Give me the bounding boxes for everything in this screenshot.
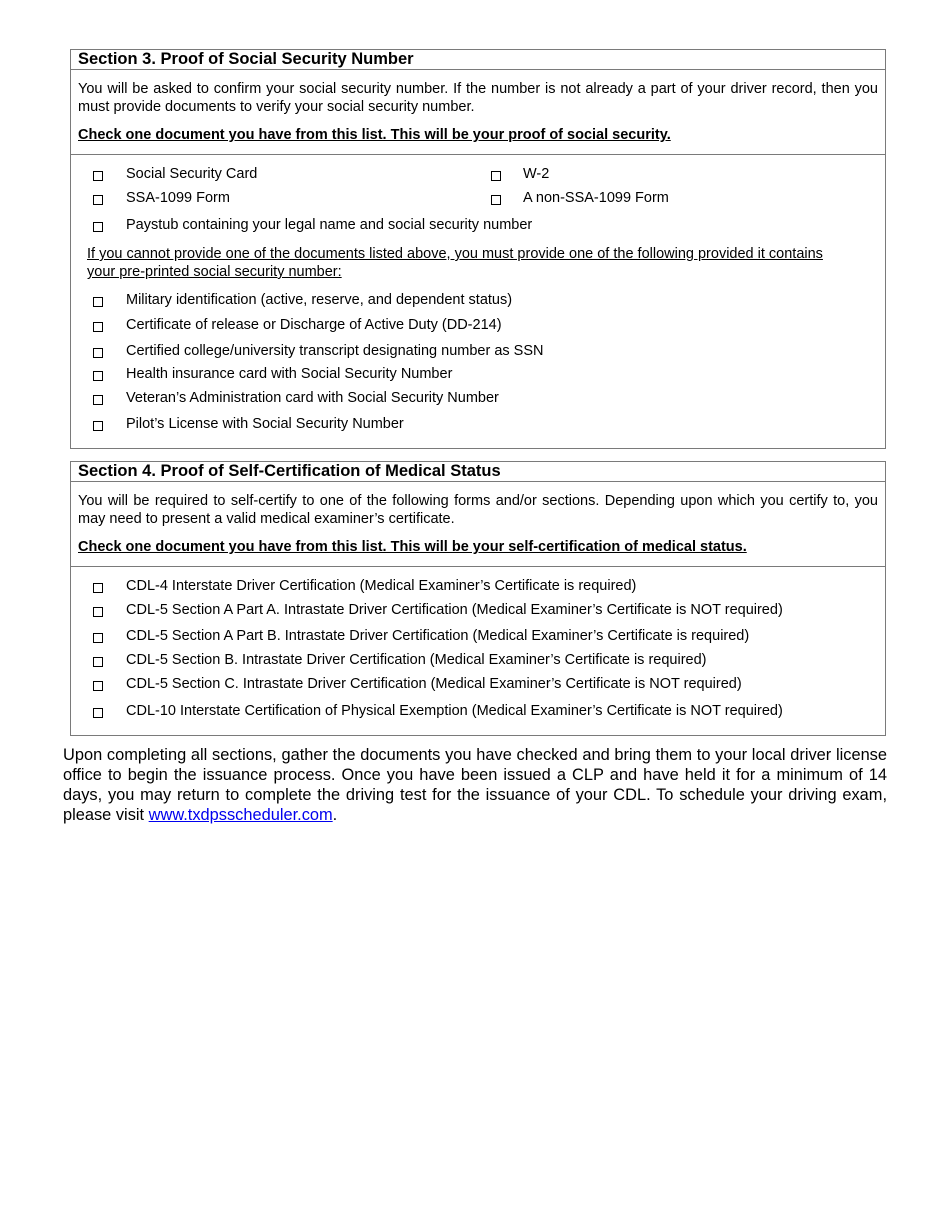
option-pilots-license: Pilot’s License with Social Security Number [126, 416, 404, 432]
option-va-card: Veteran’s Administration card with Social Security Number [126, 390, 499, 406]
option-paystub: Paystub containing your legal name and social security number [126, 217, 533, 233]
option-cdl-10: CDL-10 Interstate Certification of Physical Exemption (Medical Examiner’s Certificate is NOT required) [126, 703, 783, 719]
alternate-documents-note: If you cannot provide one of the documents listed above, you must provide one of the following provided it contains your pre-printed social security number: [87, 246, 823, 280]
checkbox[interactable] [93, 681, 103, 691]
section-4-intro-text: You will be required to self-certify to one of the following forms and/or sections. Depending upon which you certify to, you may need to present a valid medical examiner’s certificate. [78, 493, 878, 527]
checkbox[interactable] [93, 348, 103, 358]
checkbox[interactable] [93, 322, 103, 332]
option-cdl-4: CDL-4 Interstate Driver Certification (Medical Examiner’s Certificate is required) [126, 578, 637, 594]
checkbox[interactable] [93, 583, 103, 593]
section-3-instruction: Check one document you have from this list. This will be your proof of social security. [78, 127, 671, 143]
option-non-ssa-1099: A non-SSA-1099 Form [523, 190, 669, 206]
section-4-title: Section 4. Proof of Self-Certification of Medical Status [71, 462, 885, 482]
section-4 [70, 461, 886, 736]
option-dd214: Certificate of release or Discharge of Active Duty (DD-214) [126, 317, 502, 333]
option-ssa-1099: SSA-1099 Form [126, 190, 230, 206]
checkbox[interactable] [93, 371, 103, 381]
option-health-insurance: Health insurance card with Social Security Number [126, 366, 453, 382]
scheduler-link[interactable]: www.txdpsscheduler.com [148, 806, 333, 824]
checkbox[interactable] [93, 222, 103, 232]
checkbox[interactable] [93, 633, 103, 643]
option-social-security-card: Social Security Card [126, 166, 258, 182]
checkbox[interactable] [93, 708, 103, 718]
option-cdl-5-b: CDL-5 Section B. Intrastate Driver Certification (Medical Examiner’s Certificate is required) [126, 652, 707, 668]
checkbox[interactable] [93, 395, 103, 405]
checkbox[interactable] [93, 195, 103, 205]
checkbox[interactable] [93, 171, 103, 181]
checkbox[interactable] [93, 297, 103, 307]
option-transcript: Certified college/university transcript designating number as SSN [126, 343, 544, 359]
closing-paragraph [63, 745, 887, 825]
checkbox[interactable] [93, 421, 103, 431]
section-4-intro [71, 482, 885, 567]
section-3-intro-text: You will be asked to confirm your social security number. If the number is not already a part of your driver record, then you must provide documents to verify your social security number. [78, 81, 878, 115]
section-3-intro [71, 70, 885, 155]
option-cdl-5-c: CDL-5 Section C. Intrastate Driver Certification (Medical Examiner’s Certificate is NOT required) [126, 676, 742, 692]
closing-text: Upon completing all sections, gather the documents you have checked and bring them to your local driver license office to begin the issuance process. Once you have been issued a CLP and have held it for a minimum of 14 days, you may return to complete the driving test for the issuance of your CDL. To schedule your driving exam, please visit [63, 746, 887, 824]
section-3 [70, 49, 886, 449]
checkbox[interactable] [93, 607, 103, 617]
option-military-id: Military identification (active, reserve, and dependent status) [126, 292, 513, 308]
option-cdl-5-a-part-a: CDL-5 Section A Part A. Intrastate Driver Certification (Medical Examiner’s Certificate is NOT required) [126, 602, 783, 618]
section-4-instruction: Check one document you have from this list. This will be your self-certification of medical status. [78, 539, 747, 555]
option-w2: W-2 [523, 166, 550, 182]
closing-period: . [332, 806, 338, 824]
option-cdl-5-a-part-b: CDL-5 Section A Part B. Intrastate Driver Certification (Medical Examiner’s Certificate is required) [126, 628, 750, 644]
checkbox[interactable] [93, 657, 103, 667]
checkbox[interactable] [491, 195, 501, 205]
section-3-title: Section 3. Proof of Social Security Number [71, 50, 885, 70]
checkbox[interactable] [491, 171, 501, 181]
